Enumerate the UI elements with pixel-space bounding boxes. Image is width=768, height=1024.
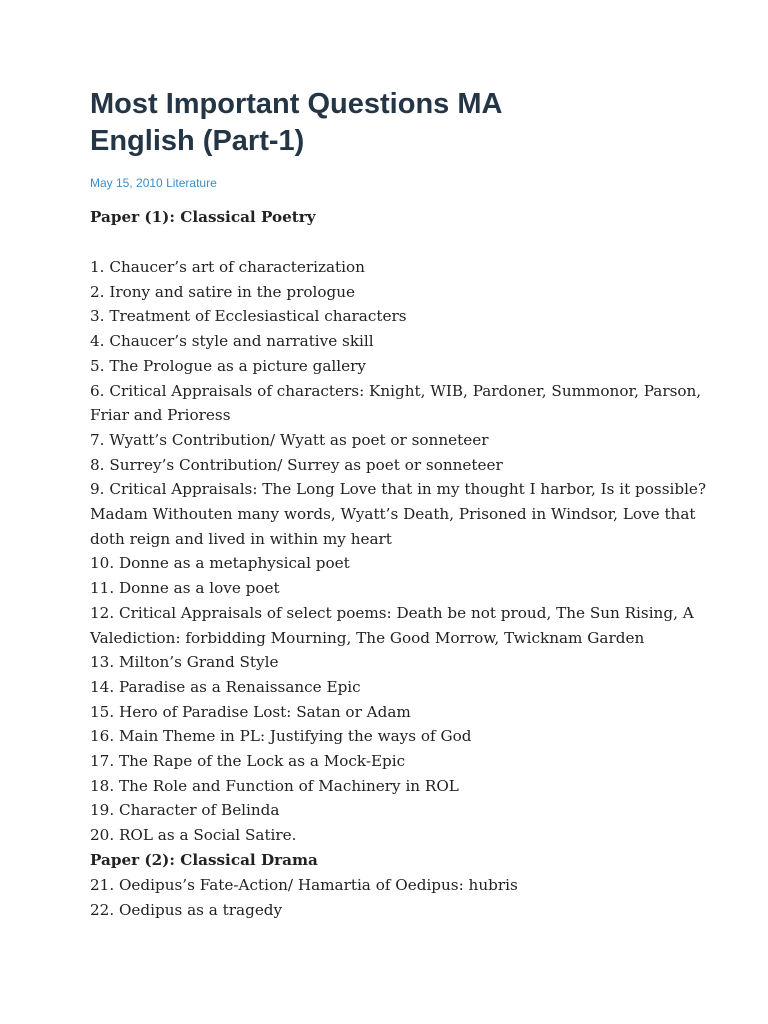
section-heading-paper-2: Paper (2): Classical Drama: [90, 850, 318, 869]
list-item: 20. ROL as a Social Satire.: [90, 826, 297, 845]
list-item: 15. Hero of Paradise Lost: Satan or Adam: [90, 702, 411, 721]
article: [90, 86, 730, 922]
page-title: Most Important Questions MA English (Part-1): [90, 88, 502, 157]
article-body: [90, 205, 730, 922]
list-item: 8. Surrey’s Contribution/ Surrey as poet or sonneteer: [90, 455, 503, 474]
section-heading-paper-1: Paper (1): Classical Poetry: [90, 208, 316, 226]
list-item: 10. Donne as a metaphysical poet: [90, 554, 350, 573]
category-link[interactable]: Literature: [166, 176, 217, 190]
list-item: 6. Critical Appraisals of characters: Knight, WIB, Pardoner, Summonor, Parson, Friar and Prioress: [90, 381, 702, 425]
list-item: 5. The Prologue as a picture gallery: [90, 356, 366, 375]
list-item: 18. The Role and Function of Machinery in ROL: [90, 776, 459, 795]
question-list-paper-2: [90, 873, 730, 922]
list-item: 1. Chaucer’s art of characterization: [90, 258, 365, 276]
list-item: 16. Main Theme in PL: Justifying the ways of God: [90, 727, 472, 746]
question-list-paper-1: [90, 255, 730, 848]
list-item: 4. Chaucer’s style and narrative skill: [90, 332, 374, 351]
list-item: 2. Irony and satire in the prologue: [90, 282, 355, 301]
list-item: 11. Donne as a love poet: [90, 579, 280, 598]
list-item: 3. Treatment of Ecclesiastical characters: [90, 307, 407, 326]
list-item: 7. Wyatt’s Contribution/ Wyatt as poet or sonneteer: [90, 430, 489, 449]
list-item: 19. Character of Belinda: [90, 801, 280, 820]
list-item: 22. Oedipus as a tragedy: [90, 900, 283, 919]
list-item: 21. Oedipus’s Fate-Action/ Hamartia of Oedipus: hubris: [90, 875, 518, 894]
list-item: 14. Paradise as a Renaissance Epic: [90, 677, 361, 696]
list-item: 9. Critical Appraisals: The Long Love that in my thought I harbor, Is it possible? Madam Withouten many words, Wyatt’s Death, Prisoned in Windsor, Love that doth reign and lived in within my heart: [90, 480, 707, 548]
post-date-link[interactable]: May 15, 2010: [90, 176, 163, 190]
list-item: 12. Critical Appraisals of select poems: Death be not proud, The Sun Rising, A Valediction: forbidding Mourning, The Good Morrow, Twicknam Garden: [90, 603, 694, 647]
list-item: 13. Milton’s Grand Style: [90, 653, 279, 672]
article-meta: [90, 175, 730, 191]
list-item: 17. The Rape of the Lock as a Mock-Epic: [90, 752, 406, 771]
